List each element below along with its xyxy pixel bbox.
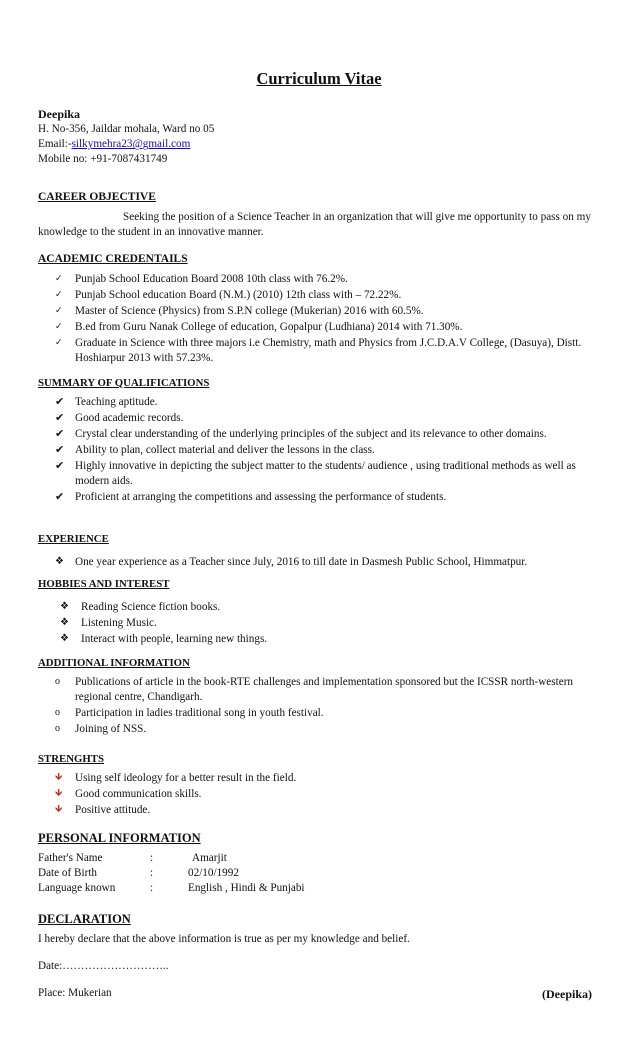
list-item: ✔ Ability to plan, collect material and deliver the lessons in the class.: [55, 443, 375, 456]
career-heading: CAREER OBJECTIVE: [38, 191, 156, 203]
check-icon: ✓: [55, 336, 63, 347]
contact-header: [38, 106, 214, 168]
applicant-name: Deepika: [38, 107, 80, 121]
list-item: ✓ Punjab School education Board (N.M.) (2010) 12th class with – 72.22%.: [55, 288, 402, 301]
date-line: Date:………………………..: [38, 959, 169, 972]
strengths-heading: STRENGHTS: [38, 753, 105, 765]
list-item: ✔ Proficient at arranging the competitions and assessing the performance of students.: [55, 491, 447, 504]
check-icon: ✓: [55, 272, 63, 283]
table-row: Language known : English , Hindi & Punjabi: [38, 882, 305, 895]
diamond-icon: ❖: [60, 632, 69, 644]
experience-heading: EXPERIENCE: [38, 533, 109, 545]
summary-heading: SUMMARY OF QUALIFICATIONS: [38, 377, 210, 389]
list-item: 🡻 Positive attitude.: [55, 803, 151, 816]
list-item: ✓ Master of Science (Physics) from S.P.N college (Mukerian) 2016 with 60.5%.: [55, 304, 424, 317]
list-item: ❖ Reading Science fiction books.: [60, 600, 221, 613]
academic-heading: ACADEMIC CREDENTAILS: [38, 253, 188, 265]
additional-section: [38, 656, 600, 738]
list-item: 🡻 Using self ideology for a better result in the field.: [55, 771, 297, 784]
check-icon: ✓: [55, 288, 63, 299]
checkmark-icon: ✔: [55, 443, 65, 456]
checkmark-icon: ✔: [55, 411, 65, 424]
strengths-section: [38, 752, 600, 819]
checkmark-icon: ✔: [55, 427, 65, 440]
list-item: o Joining of NSS.: [55, 722, 147, 735]
list-item: o Publications of article in the book-RTE challenges and implementation sponsored but the ICSSR north-western regional centre, Chandigarh.: [55, 675, 574, 703]
declaration-heading: DECLARATION: [38, 912, 131, 926]
diamond-icon: ❖: [60, 616, 69, 628]
list-item: 🡻 Good communication skills.: [55, 787, 202, 800]
place: Place: Mukerian: [38, 987, 112, 1000]
personal-section: [38, 830, 600, 896]
circle-bullet-icon: o: [55, 706, 60, 718]
signature: (Deepika): [542, 987, 592, 1002]
hobbies-section: [38, 577, 600, 648]
declaration-section: [38, 911, 600, 1002]
checkmark-icon: ✔: [55, 491, 65, 504]
career-text: Seeking the position of a Science Teacher in an organization that will give me opportunity to pass on my knowledge to the student in an innovative manner.: [38, 210, 591, 238]
declaration-text: I hereby declare that the above information is true as per my knowledge and belief.: [38, 932, 410, 945]
email-link[interactable]: silkymehra23@gmail.com: [71, 138, 191, 151]
circle-bullet-icon: o: [55, 722, 60, 734]
signature-row: [38, 986, 600, 1002]
additional-heading: ADDITIONAL INFORMATION: [38, 657, 190, 669]
list-item: ✓ B.ed from Guru Nanak College of education, Gopalpur (Ludhiana) 2014 with 71.30%.: [55, 320, 463, 333]
arrow-down-icon: 🡻: [55, 787, 63, 799]
hobbies-list: [38, 600, 600, 647]
list-item: ✔ Good academic records.: [55, 411, 184, 424]
list-item: ✔ Teaching aptitude.: [55, 395, 158, 408]
arrow-down-icon: 🡻: [55, 803, 63, 815]
personal-heading: PERSONAL INFORMATION: [38, 831, 201, 845]
checkmark-icon: ✔: [55, 395, 65, 408]
list-item: ❖ One year experience as a Teacher since July, 2016 to till date in Dasmesh Public School, Himmatpur.: [55, 555, 528, 568]
career-section: [38, 190, 600, 240]
hobbies-heading: HOBBIES AND INTEREST: [38, 578, 170, 590]
summary-section: [38, 376, 600, 506]
circle-bullet-icon: o: [55, 675, 60, 687]
list-item: o Participation in ladies traditional song in youth festival.: [55, 706, 324, 719]
table-row: Father's Name : Amarjit: [38, 851, 227, 864]
summary-list: [38, 395, 600, 506]
list-item: ✔ Highly innovative in depicting the subject matter to the students/ audience , using traditional methods as well as modern aids.: [55, 460, 576, 488]
experience-section: [38, 532, 600, 571]
table-row: Date of Birth : 02/10/1992: [38, 866, 239, 879]
check-icon: ✓: [55, 320, 63, 331]
list-item: ✓ Graduate in Science with three majors i.e Chemistry, math and Physics from J.C.D.A.V College, (Dasuya), Distt. Hoshiarpur 2013 with 57.23%.: [55, 336, 582, 365]
academic-list: [38, 272, 600, 367]
check-icon: ✓: [55, 304, 63, 315]
checkmark-icon: ✔: [55, 460, 65, 472]
list-item: ❖ Listening Music.: [60, 616, 157, 629]
diamond-icon: ❖: [55, 555, 64, 567]
list-item: ✓ Punjab School Education Board 2008 10th class with 76.2%.: [55, 272, 348, 285]
cv-title: Curriculum Vitae: [256, 69, 382, 88]
additional-list: [38, 675, 600, 737]
strengths-list: [38, 771, 600, 818]
list-item: ✔ Crystal clear understanding of the underlying principles of the subject and its relevance to other domains.: [55, 427, 547, 440]
arrow-down-icon: 🡻: [55, 771, 63, 783]
diamond-icon: ❖: [60, 600, 69, 612]
email-line: [38, 137, 214, 152]
email-label: Email:-: [38, 138, 72, 151]
experience-list: [38, 555, 600, 570]
list-item: ❖ Interact with people, learning new things.: [60, 632, 268, 645]
mobile: Mobile no: +91-7087431749: [38, 153, 168, 166]
academic-section: [38, 252, 600, 367]
address: H. No-356, Jaildar mohala, Ward no 05: [38, 123, 215, 136]
